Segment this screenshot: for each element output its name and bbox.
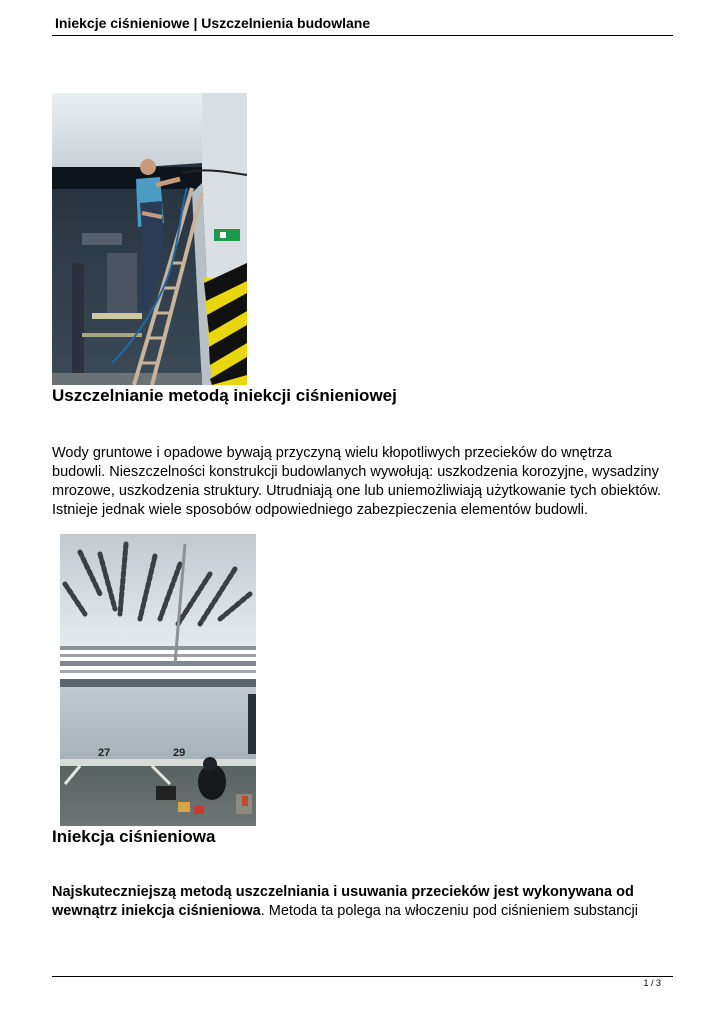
paragraph-line: Istnieje jednak wiele sposobów odpowiedniego zabezpieczenia elementów budowli.	[52, 502, 589, 518]
paragraph-text: . Metoda ta polega na włoczeniu pod ciśnieniem substancji	[260, 903, 638, 919]
paragraph-line: Wody gruntowe i opadowe bywają przyczyną wielu kłopotliwych przecieków do wnętrza	[52, 445, 612, 461]
worker-on-ladder-photo	[52, 93, 247, 385]
bold-text: Najskuteczniejszą metodą uszczelniania i usuwania przecieków jest wykonywana od	[52, 884, 634, 900]
injection-paragraph	[52, 883, 677, 921]
paragraph-line	[52, 883, 677, 902]
intro-paragraph	[52, 444, 677, 520]
paragraph-line: mrozowe, uszkodzenia struktury. Utrudniają one lub uniemożliwiają użytkowanie tych obiektów.	[52, 483, 662, 499]
paragraph-line	[52, 902, 677, 921]
footer-divider	[52, 976, 673, 977]
bold-text: wewnątrz iniekcja ciśnieniowa	[52, 903, 261, 919]
paragraph-line: budowli. Nieszczelności konstrukcji budowlanych wywołują: uszkodzenia korozyjne, wysadziny	[52, 464, 659, 480]
garage-ceiling-injection-photo	[60, 534, 256, 826]
parking-number-27: 27	[98, 747, 111, 759]
section-heading-injection: Iniekcja ciśnieniowa	[52, 827, 216, 846]
header-divider	[52, 35, 673, 36]
document-header-title: Iniekcje ciśnieniowe | Uszczelnienia budowlane	[55, 15, 371, 31]
parking-number-29: 29	[173, 747, 186, 759]
section-heading-sealing: Uszczelnianie metodą iniekcji ciśnieniowej	[52, 386, 397, 405]
page-number: 1 / 3	[643, 978, 661, 988]
